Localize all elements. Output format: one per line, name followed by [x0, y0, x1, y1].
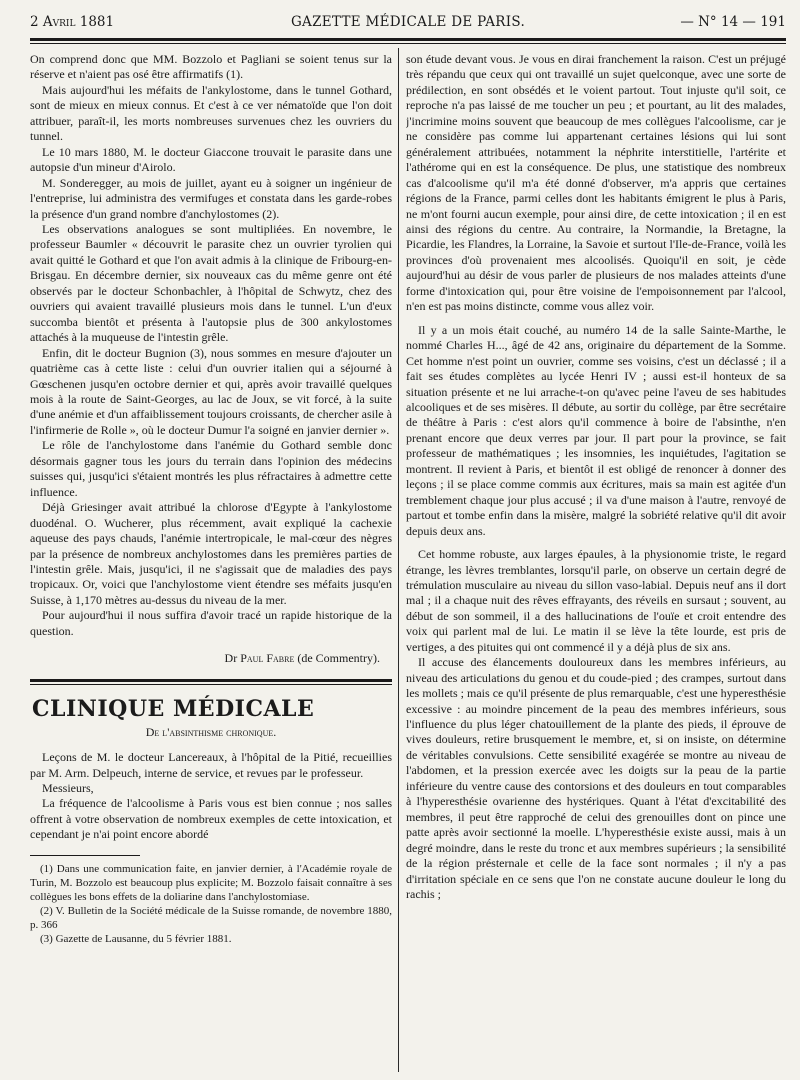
header-rule-heavy	[30, 38, 786, 41]
running-head	[30, 10, 786, 34]
article-paragraph: Le rôle de l'anchylostome dans l'anémie du Gothard semble donc désormais gagner tous les jours du terrain dans l'opinion des médecins suisses qui, jusqu'ici s'étaient montrés les plus réfractaires à admettre cette influence.	[30, 438, 392, 499]
header-rule-light	[30, 43, 786, 44]
lecture-attribution: Leçons de M. le docteur Lancereaux, à l'hôpital de la Pitié, recueillies par M. Arm. Delpeuch, interne de service, et revues par le professeur.	[30, 750, 392, 780]
article-paragraph: Les observations analogues se sont multipliées. En novembre, le professeur Baumler « découvrit le parasite chez un ouvrier tyrolien qui avait quitté le Gothard et que l'on avait admis à la clinique de Fribourg-en-Brisgau. En décembre dernier, six nouveaux cas du même genre ont été observés par le docteur Schonbachler, à l'hôpital de Schwytz, chez des ouvriers qui avaient travaillé plusieurs mois dans le tunnel. L'un d'eux succomba bientôt et présenta à l'autopsie plus de 300 ankylostomes attachés à la muqueuse de l'intestin grêle.	[30, 221, 392, 345]
lecture-paragraph: son étude devant vous. Je vous en dirai franchement la raison. C'est un préjugé très répandu que ceux qui ont travaillé un sujet quelconque, avec une sorte de prédilection, en sont obsédés et le voient partout. Tout injuste qu'il soit, ce reproche n'a pas laissé de me toucher un peu ; et pourtant, au lit des malades, j'incrimine moins souvent que beaucoup de mes collègues l'alcoolisme, car je ne considère pas comme lui appartenant certaines lésions qui lui sont généralement attribuées, notamment la néphrite interstitielle, l'artérite et l'athérome qui en est la conséquence. De plus, une statistique des nombreux cas d'alcoolisme qu'il m'a été donné d'observer, m'a appris que certaines régions de la France, parmi celles dont les habitants émigrent le plus à Paris, ne m'ont fourni aucun exemple, pour ainsi dire, de cette intoxication ; il en est ainsi des régions du centre. Au contraire, la Normandie, la Bretagne, la Picardie, les Flandres, la Lorraine, la Savoie et surtout l'Ile-de-France, voilà les provinces d'où provenaient mes alcoolisés. Quoiqu'il en soit, je cède aujourd'hui au désir de vous parler de plusieurs de nos malades atteints d'une forme d'intoxication qui, pour être voisine de l'empoisonnement par l'alcool, n'en est pas moins distincte, comme vous allez voir.	[406, 52, 786, 314]
article-paragraph: On comprend donc que MM. Bozzolo et Pagliani se soient tenus sur la réserve et n'aient pas osé être affirmatifs (1).	[30, 52, 392, 82]
lecture-paragraph: Cet homme robuste, aux larges épaules, à la physionomie triste, le regard étrange, les lèvres tremblantes, lorsqu'il parle, on observe un certain degré de trémulation musculaire au niveau du sillon vaso-labial. Depuis neuf ans il dort mal ; il a chaque nuit des rêves effrayants, des réveils en sursaut ; souvent, au début de son sommeil, il a des hallucinations de l'ouïe et croit entendre des voix qui parlent mal de lui. Le matin il se lève la tête lourde, est pris de vertiges, a des pituites qui ont commencé il y a déjà plus de six ans.	[406, 547, 786, 654]
lecture-paragraph: La fréquence de l'alcoolisme à Paris vous est bien connue ; nos salles offrent à votre observation de nombreux exemples de cette intoxication, et cependant je n'ai point encore abordé	[30, 796, 392, 842]
article-paragraph: M. Sonderegger, au mois de juillet, ayant eu à soigner un ingénieur de l'entreprise, lui administra des vermifuges et constata dans les garde-robes la présence d'un grand nombre d'anchylostomes (2).	[30, 175, 392, 221]
footnote: (3) Gazette de Lausanne, du 5 février 1881.	[40, 932, 232, 945]
article-paragraph: Enfin, dit le docteur Bugnion (3), nous sommes en mesure d'ajouter un quatrième cas à cette liste : celui d'un ouvrier italien qui a séjourné à Gœschenen jusqu'en octobre dernier et qui, après avoir travaillé quelques mois à la route de Saint-Georges, au lac de Joux, se vit forcé, à la suite d'une anémie et d'un affaiblissement toujours croissants, de chercher asile à l'infirmerie de Rolle », où le docteur Dumur l'a soigné en janvier dernier ».	[30, 345, 392, 437]
signature-name: Paul Fabre	[240, 651, 295, 666]
footnote: (1) Dans une communication faite, en janvier dernier, à l'Académie royale de Turin, M. Bozzolo est beaucoup plus explicite; M. Bozzolo faisait connaître à ses collègues les bons effets de la doliarine dans l'anchylostomiase.	[30, 862, 392, 903]
salutation: Messieurs,	[42, 781, 94, 796]
author-signature	[30, 651, 380, 666]
footnote-rule	[30, 855, 140, 856]
article-paragraph: Déjà Griesinger avait attribué la chlorose d'Egypte à l'ankylostome duodénal. O. Wucherer, plus récemment, avait expliqué la cachexie aqueuse des pays chauds, l'anémie intertropicale, le mal-cœur des nègres par la présence de nombreux anchylostomes dans les premières parties de l'intestin grêle. Mais, jusqu'ici, il ne s'agissait que de maladies des pays tropicaux. Or, voici que l'anchylostome vient étendre ses méfaits jusqu'en Suisse, à 1,170 mètres au-dessus du niveau de la mer.	[30, 500, 392, 607]
footnotes	[30, 862, 392, 946]
section-rule-heavy	[30, 679, 392, 682]
right-column	[406, 52, 786, 1068]
lecture-paragraph: Il y a un mois était couché, au numéro 14 de la salle Sainte-Marthe, le nommé Charles H..., âgé de 42 ans, originaire du département de la Somme. Cet homme n'est point un ouvrier, comme ses voisins, c'est un déclassé ; il a fait ses études complètes au lycée Henri IV ; aussi est-il honteux de sa situation présente et ne lui arrache-t-on qu'avec peine l'aveu de ses habitudes alcooliques et de ses misères. Il débute, au sortir du collège, par être secrétaire de théâtre à Paris : c'est alors qu'il commence à boire de l'absinthe, n'en prenant encore que deux verres par jour. Il part pour la province, se fait professeur de mathématiques ; les insomnies, les inquiétudes, l'agitation se montrent. Il revient à Paris, et bientôt il est obligé de renoncer à donner des leçons ; il se place comme commis aux écritures, mais sa main est agitée d'un tremblement chaque jour plus accusé ; il va d'une maison à l'autre, renvoyé de partout et tombe enfin dans la misère, malgré la sobriété relative qu'il dit avoir depuis deux ans.	[406, 322, 786, 538]
article-paragraph: Mais aujourd'hui les méfaits de l'ankylostome, dans le tunnel Gothard, sont de mieux en mieux connus. Et c'est à ce ver nématoïde que l'on doit attribuer, paraît-il, les morts nombreuses survenues chez les ouvriers du tunnel.	[30, 82, 392, 144]
section-title: CLINIQUE MÉDICALE	[32, 695, 315, 722]
signature-suffix: (de Commentry).	[297, 651, 380, 666]
column-divider	[398, 48, 399, 1072]
left-column	[30, 52, 392, 1068]
article-paragraph: Pour aujourd'hui il nous suffira d'avoir tracé un rapide historique de la question.	[30, 608, 392, 638]
section-subtitle: De l'absinthisme chronique.	[145, 724, 277, 739]
article-paragraph: Le 10 mars 1880, M. le docteur Giaccone trouvait le parasite dans une autopsie d'un mineur d'Airolo.	[30, 144, 392, 175]
lecture-paragraph: Il accuse des élancements douloureux dans les membres inférieurs, au niveau des articulations du genou et du coude-pied ; des crampes, surtout dans les mollets ; mais ce qu'il présente de plus remarquable, c'est une hyperesthésie excessive : au moindre pincement de la peau des membres inférieurs, sous l'influence du plus léger chatouillement de la plante des pieds, il éprouve de vives douleurs, retire brusquement le membre, et, si on insiste, on détermine de véritables convulsions. Cette sensibilité exagérée se montre au niveau de l'abdomen, et la pression exercée avec les doigts sur la peau de la partie inférieure du ventre cause des contorsions et des douleurs en tout comparables à l'hyperesthésie ovarienne des hystériques. Quant à l'état d'excitabilité des membres, il peut être rapproché de celui des grenouilles dont on pince une patte après avoir sectionné la moelle. L'hyperesthésie existe aussi, mais à un degré moindre, dans le reste du tronc et aux membres supérieurs ; la sensibilité de la région présternale et celle de la face sont normales ; il n'y a pas d'irritation spéciale en ce sens que l'on ne constate aucune douleur le long du rachis ;	[406, 655, 786, 902]
issue-date: 2 Avril 1881	[30, 14, 115, 30]
signature-prefix: Dr	[224, 651, 238, 666]
publication-title: GAZETTE MÉDICALE DE PARIS.	[290, 14, 526, 30]
footnote: (2) V. Bulletin de la Société médicale de la Suisse romande, de novembre 1880, p. 366	[30, 904, 392, 931]
section-rule-light	[30, 684, 392, 685]
issue-and-page-number: — N° 14 — 191	[680, 14, 786, 30]
